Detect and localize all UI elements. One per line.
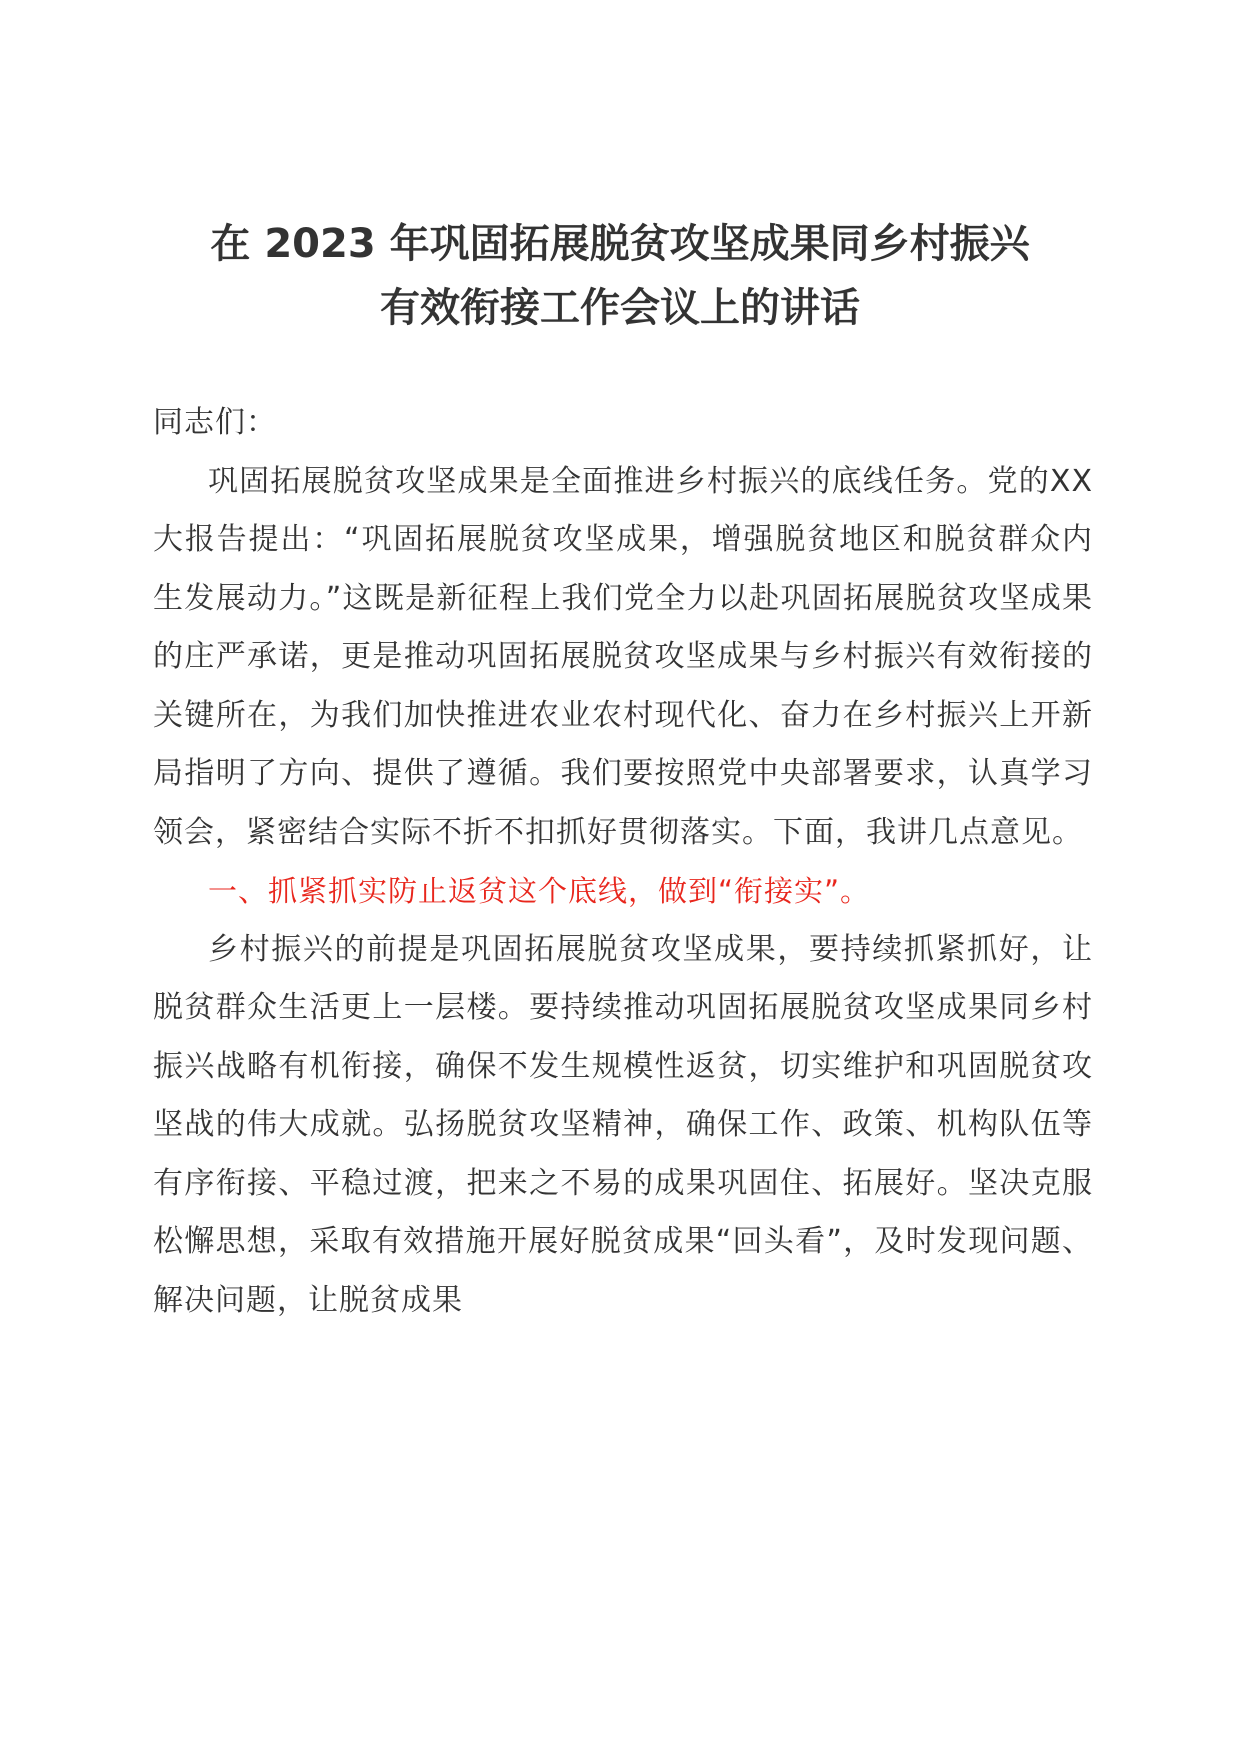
intro-paragraph: 巩固拓展脱贫攻坚成果是全面推进乡村振兴的底线任务。党的XX大报告提出：“巩固拓展脱贫攻坚成果，增强脱贫地区和脱贫群众内生发展动力。”这既是新征程上我们党全力以赴巩固拓展脱贫攻坚成果的庄严承诺，更是推动巩固拓展脱贫攻坚成果与乡村振兴有效衔接的关键所在，为我们加快推进农业农村现代化、奋力在乡村振兴上开新局指明了方向、提供了遵循。我们要按照党中央部署要求，认真学习领会，紧密结合实际不折不扣抓好贯彻落实。下面，我讲几点意见。 <box>153 463 1093 850</box>
title-line-2: 有效衔接工作会议上的讲话 <box>380 285 860 331</box>
section-heading: 一、抓紧抓实防止返贫这个底线，做到“衔接实”。 <box>208 874 871 908</box>
document-title <box>140 212 1100 340</box>
salutation: 同志们： <box>153 405 277 440</box>
title-line-1: 在 2023 年巩固拓展脱贫攻坚成果同乡村振兴 <box>210 221 1030 267</box>
document-body <box>153 394 1093 1330</box>
section-paragraph: 乡村振兴的前提是巩固拓展脱贫攻坚成果，要持续抓紧抓好，让脱贫群众生活更上一层楼。要持续推动巩固拓展脱贫攻坚成果同乡村振兴战略有机衔接，确保不发生规模性返贫，切实维护和巩固脱贫攻坚战的伟大成就。弘扬脱贫攻坚精神，确保工作、政策、机构队伍等有序衔接、平稳过渡，把来之不易的成果巩固住、拓展好。坚决克服松懈思想，采取有效措施开展好脱贫成果“回头看”，及时发现问题、解决问题，让脱贫成果 <box>153 931 1093 1318</box>
